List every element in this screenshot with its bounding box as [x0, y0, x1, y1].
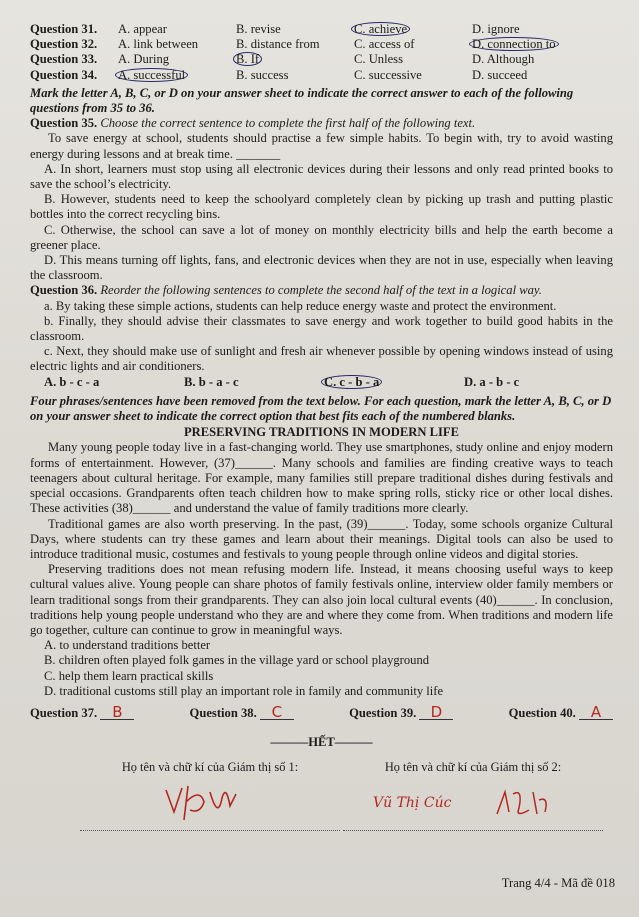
option-text: C. successive — [354, 67, 422, 82]
question-option — [118, 68, 236, 83]
questions-31-34 — [30, 22, 613, 83]
question-option — [236, 22, 354, 37]
answer-40-value: A — [579, 705, 613, 720]
question-36-answer-d: D. a - b - c — [464, 374, 520, 389]
question-number: Question 33. — [30, 52, 98, 67]
question-36-prompt: Reorder the following sentences to complete the second half of the text in a logical way. — [100, 283, 542, 298]
signature-2 — [343, 760, 603, 830]
signature-section — [30, 760, 613, 830]
signature-1-area — [80, 780, 340, 831]
passage-option-b: B. children often played folk games in the village yard or school playground — [44, 653, 430, 668]
option-text: D. succeed — [472, 67, 528, 82]
question-option — [472, 68, 582, 83]
question-36-answer-b: B. b - a - c — [184, 374, 239, 389]
question-35-label: Question 35. — [30, 116, 98, 131]
option-text: D. Although — [472, 52, 535, 67]
handwritten-signature-2 — [493, 784, 553, 824]
signature-1-label: Họ tên và chữ kí của Giám thị số 1: — [121, 760, 299, 775]
handwritten-signature-1 — [160, 780, 250, 826]
question-option — [354, 52, 472, 67]
signature-1 — [80, 760, 340, 830]
question-row — [30, 37, 613, 52]
answer-circle-mark: C. c - b - a — [321, 375, 382, 389]
passage-paragraph-1: Many young people today live in a fast-changing world. They use smartphones, study online and enjoy modern forms of entertainment. However, (37)______. Many schools and families are finding creative ways to teach teenagers about cultural heritage. For example, many families still prepare traditional dishes during festivals and special occasions. Grandparents often teach children how to make spring rolls, sticky rice or other local dishes. These activities (38)______ and understand the value of family traditions more clearly. — [30, 440, 613, 516]
question-35-text: To save energy at school, students should practise a few simple habits. To begin with, try to avoid wasting energy during lessons and at break time. _______ — [30, 131, 613, 161]
passage-paragraph-3: Preserving traditions does not mean refusing modern life. Instead, it means choosing useful ways to keep cultural values alive. Young people can share photos of family festivals online, interview older family members or learn traditional songs from their grandparents. They can also join local cultural events (40)______. In conclusion, traditions help young people understand who they are and where they come from. When traditions and modern life go together, culture can continue to grow in meaningful ways. — [30, 562, 613, 637]
question-36-label: Question 36. — [30, 283, 98, 298]
answer-40: Question 40. A — [509, 705, 613, 721]
question-option — [236, 37, 354, 52]
option-text: A. appear — [118, 22, 167, 36]
option-text: B. revise — [236, 22, 281, 36]
question-row — [30, 52, 613, 67]
question-option — [472, 22, 582, 37]
passage-option-c: C. help them learn practical skills — [44, 668, 214, 683]
signature-2-name: Vũ Thị Cúc — [373, 794, 452, 811]
answer-circle-mark: A. successful — [115, 68, 188, 82]
answer-38-value: C — [260, 705, 294, 720]
question-36-answer-a: A. b - c - a — [44, 374, 100, 389]
answer-38: Question 38. C — [190, 705, 294, 721]
answer-39-value: D — [419, 705, 453, 720]
handwritten-answers — [30, 702, 613, 721]
question-option — [472, 37, 582, 52]
question-option — [472, 52, 582, 67]
passage-option-a: A. to understand traditions better — [44, 638, 211, 653]
option-text: A. During — [118, 52, 170, 67]
passage-title: PRESERVING TRADITIONS IN MODERN LIFE — [183, 425, 460, 440]
answer-circle-mark: D. connection to — [469, 37, 559, 51]
question-36-answer-c — [324, 375, 464, 390]
passage-paragraph-2: Traditional games are also worth preserving. In the past, (39)______. Today, some schools organize Cultural Days, where students can try these games and learn about their meanings. Digital tools can also be used to introduce traditional music, costumes and festivals to young people through online videos and digital stories. — [30, 516, 613, 561]
signature-2-area — [343, 780, 603, 831]
question-36-header — [30, 283, 613, 298]
question-option — [354, 68, 472, 83]
question-35-prompt: Choose the correct sentence to complete the first half of the following text. — [100, 116, 476, 131]
answer-39: Question 39. D — [349, 705, 453, 721]
question-35-header — [30, 116, 613, 131]
question-35-option-d: D. This means turning off lights, fans, and electronic devices when they are not in use, especially when leaving the classroom. — [30, 253, 613, 283]
question-number: Question 34. — [30, 67, 98, 82]
passage-option-d: D. traditional customs still play an important role in family and community life — [44, 683, 444, 698]
question-number: Question 31. — [30, 22, 98, 36]
option-text: B. success — [236, 67, 289, 82]
question-option — [236, 68, 354, 83]
question-number: Question 32. — [30, 37, 98, 52]
option-text: A. link between — [118, 37, 199, 52]
question-option — [118, 52, 236, 67]
question-36-sentence-c: c. Next, they should make use of sunlight and fresh air whenever possible by opening windows instead of using electric lights and air conditioners. — [30, 344, 613, 374]
option-text: C. Unless — [354, 52, 403, 67]
question-row — [30, 68, 613, 83]
question-row — [30, 22, 613, 37]
instruction-35-36: Mark the letter A, B, C, or D on your answer sheet to indicate the correct answer to each of the following questions from 35 to 36. — [30, 85, 574, 116]
answer-circle-mark: C. achieve — [351, 22, 410, 36]
page-footer: Trang 4/4 - Mã đề 018 — [501, 875, 615, 890]
option-text: D. ignore — [472, 22, 520, 36]
option-text: C. access of — [354, 37, 415, 52]
end-mark: ———HẾT——— — [270, 735, 373, 750]
answer-37-value: B — [100, 705, 134, 720]
question-option — [236, 52, 354, 67]
question-36-answers — [30, 375, 613, 390]
question-35-option-a: A. In short, learners must stop using all electronic devices during their lessons and only read printed books to save the school’s electricity. — [30, 161, 613, 192]
question-option — [118, 37, 236, 52]
question-35-option-b: B. However, students need to keep the schoolyard completely clean by picking up trash and putting plastic bottles into the correct recycling bins. — [30, 192, 613, 222]
question-36-sentence-a: a. By taking these simple actions, students can help reduce energy waste and protect the environment. — [44, 298, 557, 313]
signature-2-label: Họ tên và chữ kí của Giám thị số 2: — [384, 760, 562, 775]
question-option — [354, 37, 472, 52]
option-text: B. distance from — [236, 37, 320, 52]
question-option — [118, 22, 236, 37]
instruction-37-40: Four phrases/sentences have been removed from the text below. For each question, mark the letter A, B, C, or D on your answer sheet to indicate the correct option that best fits each of the numbered blanks. — [30, 393, 612, 424]
question-35-option-c: C. Otherwise, the school can save a lot of money on monthly electricity bills and help the earth become a greener place. — [30, 222, 613, 252]
answer-37: Question 37. B — [30, 705, 134, 721]
question-option — [354, 22, 472, 37]
question-36-sentence-b: b. Finally, they should advise their classmates to save energy and work together to build good habits in the classroom. — [30, 313, 613, 344]
answer-circle-mark: B. If — [233, 52, 262, 66]
